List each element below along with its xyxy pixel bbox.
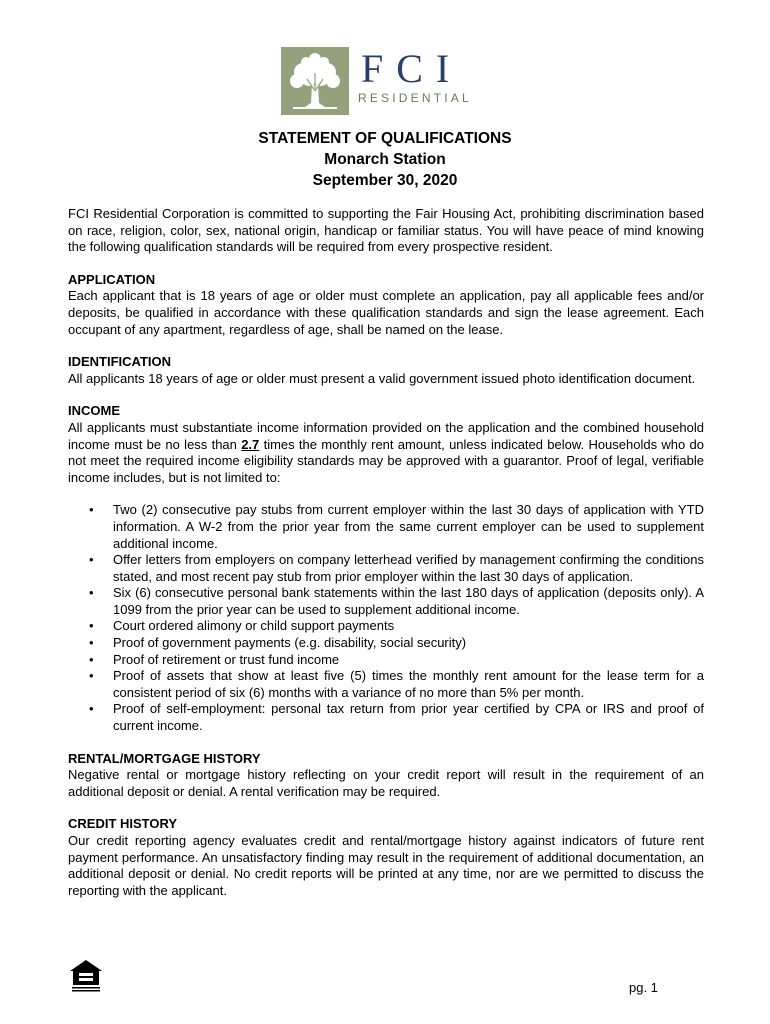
logo-subtitle: RESIDENTIAL (358, 91, 472, 105)
identification-heading: IDENTIFICATION (68, 354, 172, 370)
credit-history-section (68, 816, 704, 899)
identification-text: All applicants 18 years of age or older must present a valid government issued photo identification document. (68, 370, 696, 386)
credit-history-text: Our credit reporting agency evaluates credit and rental/mortgage history against indicators of future rent payment performance. An unsatisfactory finding may result in the requirement of additional documentation, an additional deposit or denial. No credit reports will be printed at any time, nor are we permitted to discuss the reporting with the applicant. (68, 833, 704, 898)
property-name: Monarch Station (324, 151, 446, 168)
logo-brand-text: FCI (361, 46, 463, 91)
identification-section (68, 354, 704, 387)
credit-history-heading: CREDIT HISTORY (68, 816, 178, 832)
page-number: pg. 1 (629, 980, 658, 995)
tree-logo-icon (281, 47, 349, 115)
income-text-before: All applicants must substantiate income information provided on the application and the combined household income must be no less than (68, 419, 704, 452)
income-text (68, 420, 704, 486)
income-proof-list (68, 502, 704, 734)
list-item: • Proof of government payments (e.g. disability, social security) (113, 635, 704, 652)
rental-history-section (68, 751, 704, 801)
company-logo (281, 46, 472, 115)
intro-paragraph: FCI Residential Corporation is committed to supporting the Fair Housing Act, prohibiting discrimination based on race, religion, color, sex, national origin, handicap or familiar status. You will have peace of mind knowing the following qualification standards will be required from every prospective resident. (68, 206, 704, 255)
list-item: • Six (6) consecutive personal bank statements within the last 180 days of application (deposits only). A 1099 from the prior year can be used to supplement additional income. (113, 585, 704, 618)
application-text: Each applicant that is 18 years of age or older must complete an application, pay all applicable fees and/or deposits, be qualified in accordance with these qualification standards and sign the lease agreement. Each occupant of any apartment, regardless of age, shall be named on the lease. (68, 288, 704, 337)
list-item: • Proof of self-employment: personal tax return from prior year certified by CPA or IRS and proof of current income. (113, 701, 704, 734)
income-text-after: times the monthly rent amount, unless indicated below. Households who do not meet the required income eligibility standards may be approved with a guarantor. Proof of legal, verifiable income includes, but is not limited to: (68, 436, 704, 485)
rental-history-text: Negative rental or mortgage history reflecting on your credit report will result in the requirement of an additional deposit or denial. A rental verification may be required. (68, 767, 704, 799)
list-item: • Two (2) consecutive pay stubs from current employer within the last 30 days of application with YTD information. A W-2 from the prior year from the same current employer can be used to supplement additional income. (113, 502, 704, 552)
application-heading: APPLICATION (68, 271, 156, 287)
income-section (68, 403, 704, 734)
income-multiplier: 2.7 (241, 436, 260, 452)
income-heading: INCOME (68, 403, 120, 419)
list-item: • Proof of assets that show at least five (5) times the monthly rent amount for the lease term for a consistent period of six (6) months with a variance of no more than 5% per month. (113, 668, 704, 701)
rental-history-heading: RENTAL/MORTGAGE HISTORY (68, 750, 261, 766)
equal-housing-opportunity-icon (68, 958, 104, 994)
application-section (68, 272, 704, 338)
document-date: September 30, 2020 (312, 172, 458, 189)
list-item: • Court ordered alimony or child support payments (113, 618, 704, 635)
list-item: • Proof of retirement or trust fund income (113, 652, 704, 669)
title-line: STATEMENT OF QUALIFICATIONS (258, 130, 512, 147)
document-body (68, 206, 704, 899)
document-title (0, 128, 770, 191)
list-item: • Offer letters from employers on company letterhead verified by management confirming the conditions stated, and most recent pay stub from prior employer within the last 30 days of application. (113, 552, 704, 585)
